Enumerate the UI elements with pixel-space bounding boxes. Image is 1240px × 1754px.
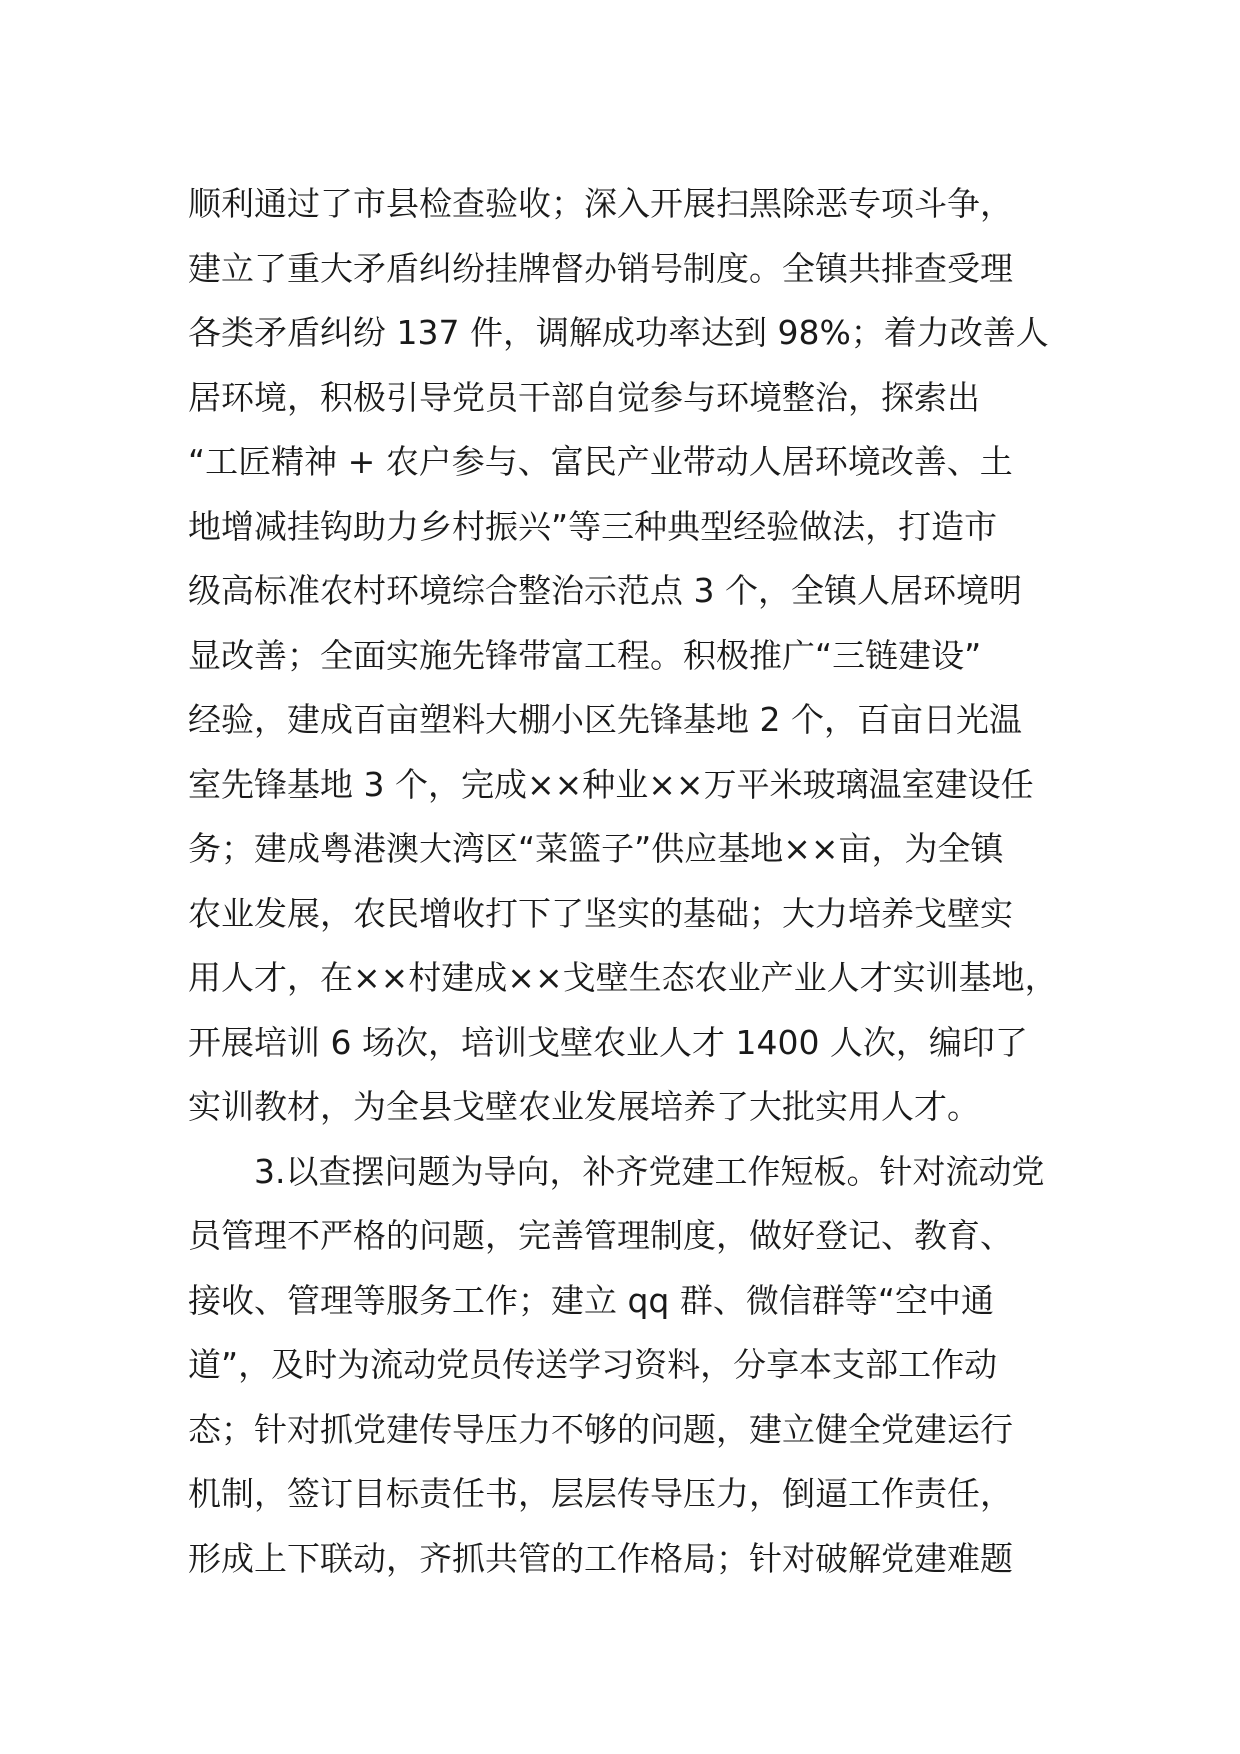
- text-line: 务；建成粤港澳大湾区“菜篮子”供应基地××亩，为全镇: [188, 829, 1004, 868]
- text-line: 实训教材，为全县戈壁农业发展培养了大批实用人才。: [188, 1087, 980, 1126]
- text-line: 经验，建成百亩塑料大棚小区先锋基地 2 个，百亩日光温: [188, 700, 1022, 739]
- text-line: 农业发展，农民增收打下了坚实的基础；大力培养戈壁实: [188, 893, 1013, 933]
- text-line: 态；针对抓党建传导压力不够的问题，建立健全党建运行: [188, 1409, 1013, 1449]
- text-line: 用人才，在××村建成××戈壁生态农业产业人才实训基地，: [188, 958, 1058, 997]
- text-line: 开展培训 6 场次，培训戈壁农业人才 1400 人次，编印了: [188, 1022, 1028, 1062]
- text-line: 道”，及时为流动党员传送学习资料，分享本支部工作动: [188, 1345, 998, 1384]
- text-line: 显改善；全面实施先锋带富工程。积极推广“三链建设”: [188, 635, 982, 675]
- text-line: 员管理不严格的问题，完善管理制度，做好登记、教育、: [188, 1216, 1013, 1255]
- text-line: 地增减挂钩助力乡村振兴”等三种典型经验做法，打造市: [188, 506, 998, 546]
- text-line: 机制，签订目标责任书，层层传导压力，倒逼工作责任，: [188, 1474, 1013, 1513]
- text-line: 顺利通过了市县检查验收；深入开展扫黑除恶专项斗争，: [188, 184, 1013, 223]
- text-line: 级高标准农村环境综合整治示范点 3 个，全镇人居环境明: [188, 571, 1022, 610]
- text-line: 室先锋基地 3 个，完成××种业××万平米玻璃温室建设任: [188, 764, 1034, 804]
- text-line: 居环境，积极引导党员干部自觉参与环境整治，探索出: [188, 377, 980, 417]
- text-line: 接收、管理等服务工作；建立 qq 群、微信群等“空中通: [188, 1280, 994, 1320]
- paragraph-heading-line: 3.以查摆问题为导向，补齐党建工作短板。针对流动党: [254, 1151, 1045, 1191]
- text-line: 形成上下联动，齐抓共管的工作格局；针对破解党建难题: [188, 1538, 1013, 1578]
- text-line: 各类矛盾纠纷 137 件，调解成功率达到 98%；着力改善人: [188, 313, 1049, 352]
- text-line: 建立了重大矛盾纠纷挂牌督办销号制度。全镇共排查受理: [188, 248, 1013, 288]
- text-line: “工匠精神 + 农户参与、富民产业带动人居环境改善、土: [188, 442, 1013, 481]
- body-text: [188, 172, 1088, 1591]
